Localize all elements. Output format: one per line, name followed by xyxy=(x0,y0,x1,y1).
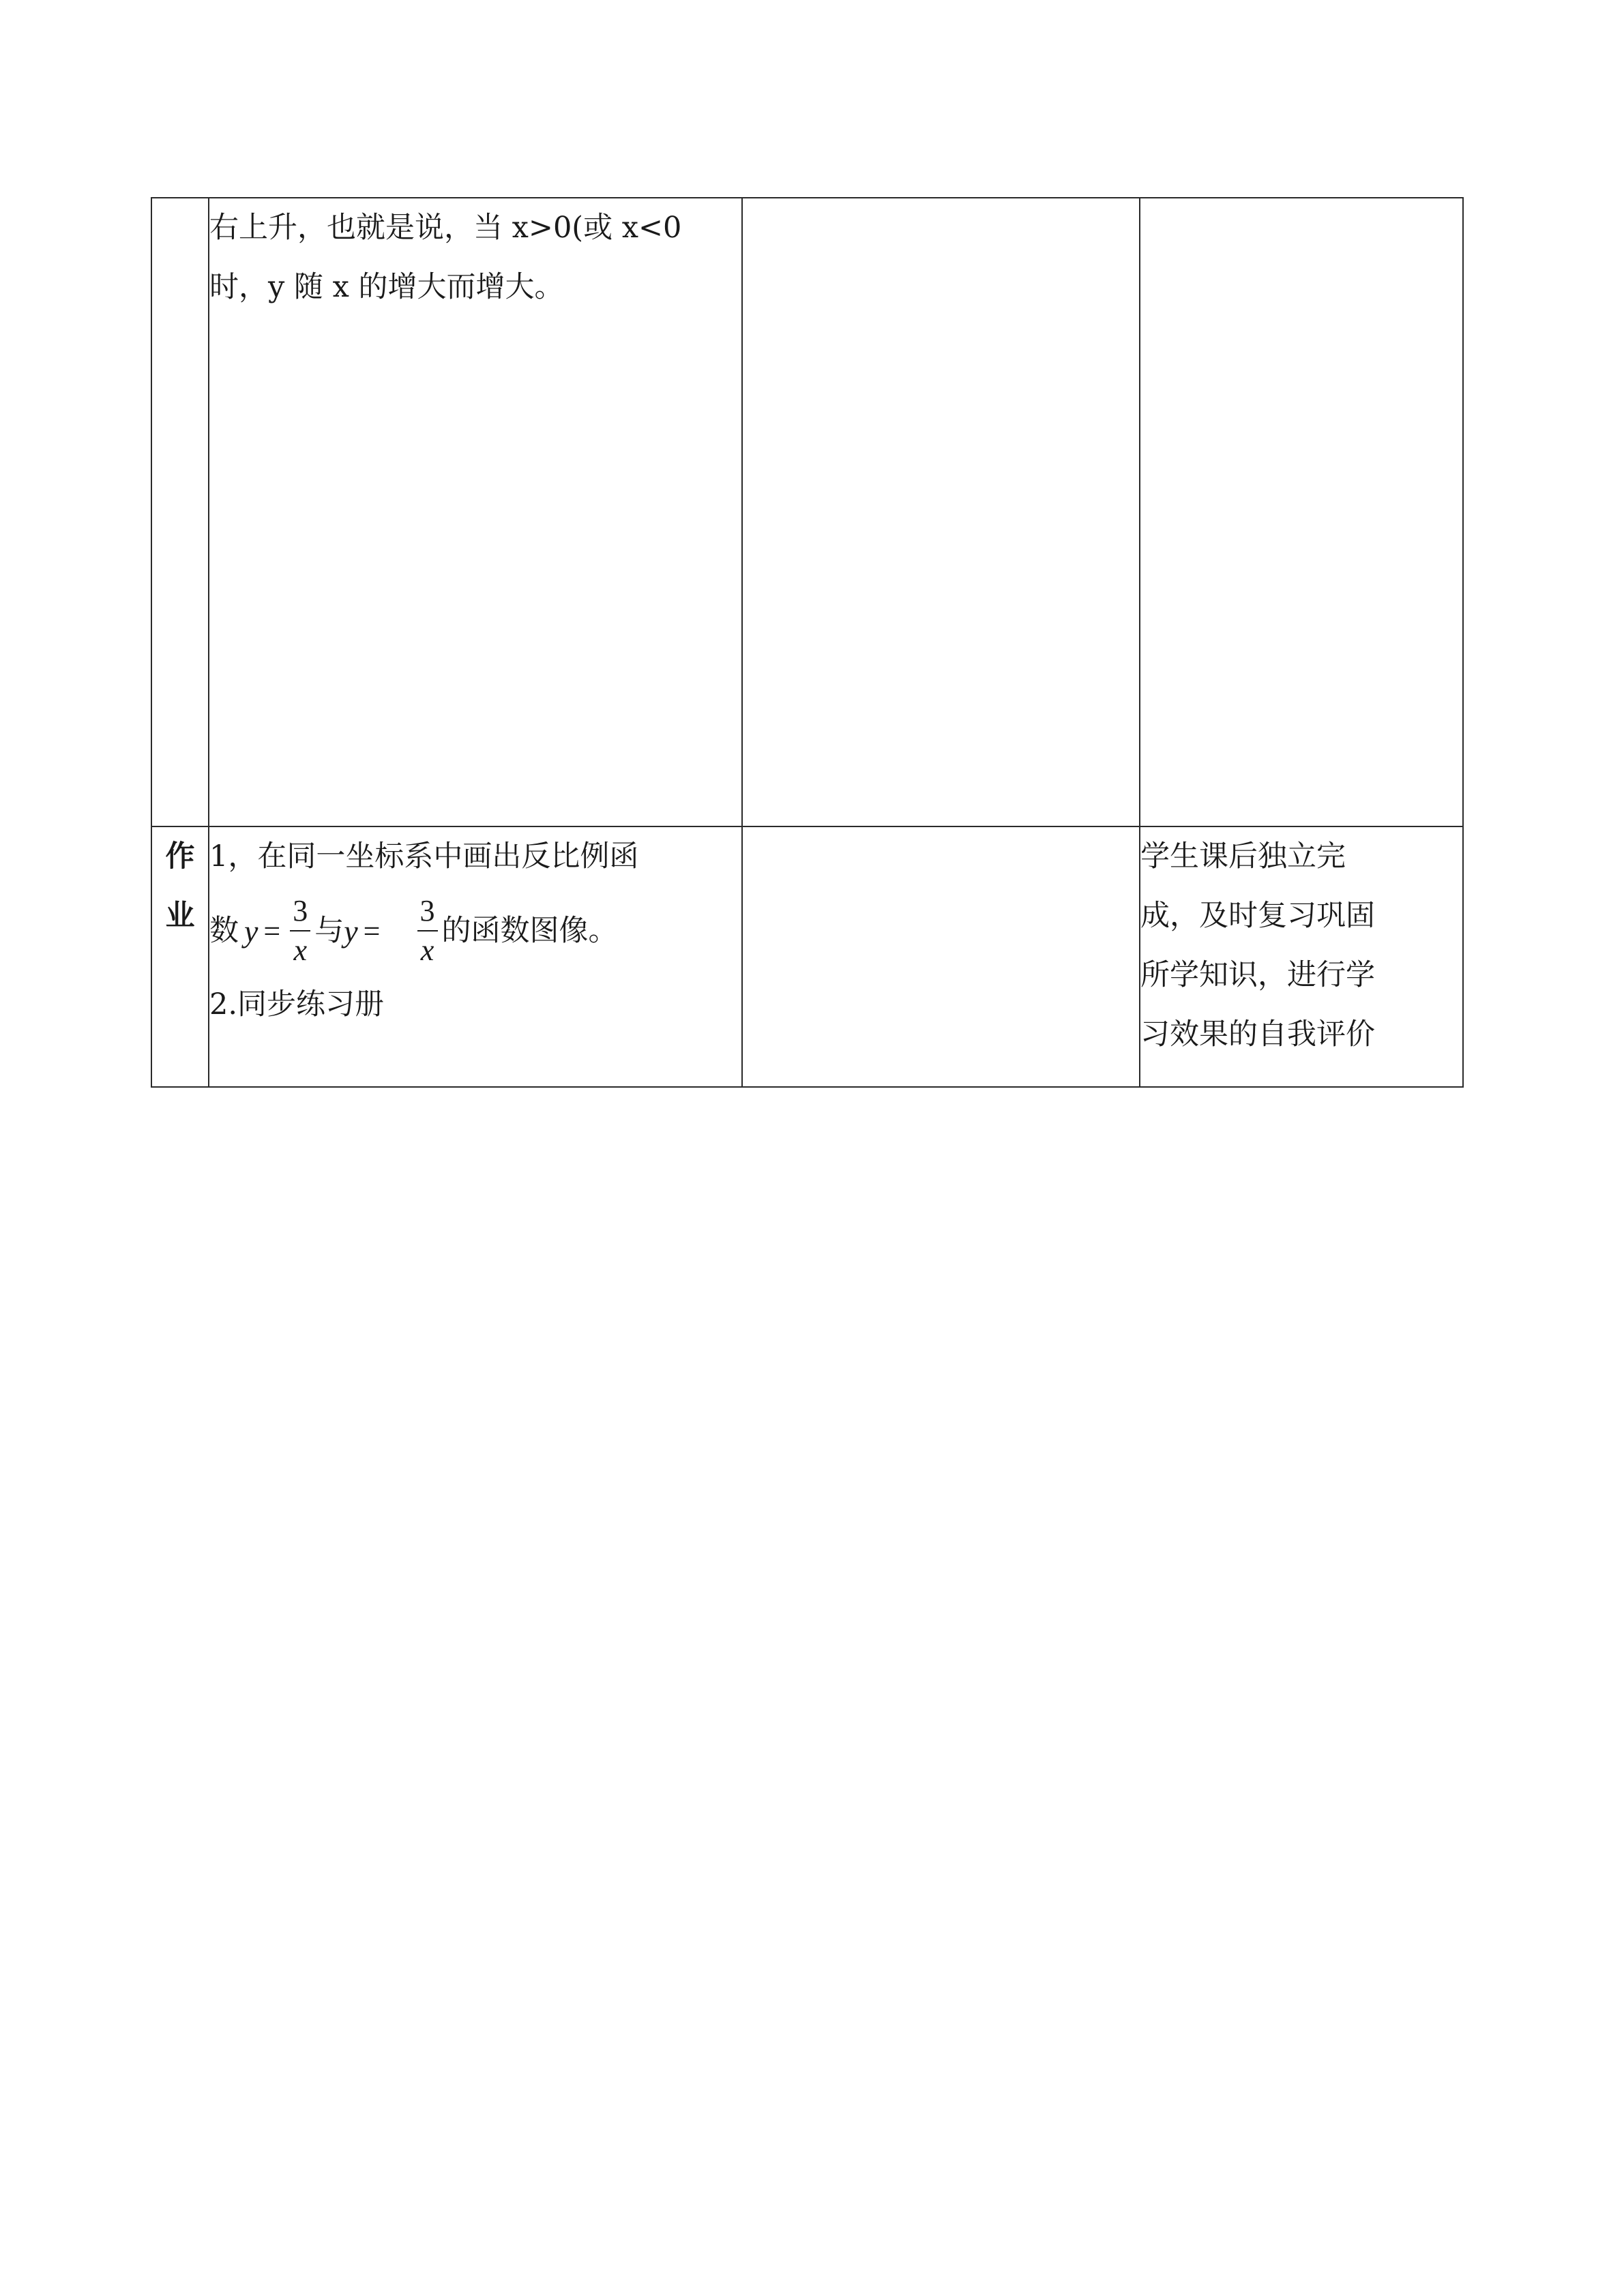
content-cell xyxy=(209,198,742,826)
formula-equals-2: = xyxy=(363,914,381,948)
homework-right-cell xyxy=(1140,826,1463,1087)
formula-prefix: 数 xyxy=(209,913,239,948)
function-formula xyxy=(209,886,741,975)
homework-label-char: 业 xyxy=(165,899,195,933)
content-line: 时，y 随 x 的增大而增大。 xyxy=(209,270,564,304)
homework-label-char: 作 xyxy=(165,839,195,874)
middle-cell xyxy=(742,198,1140,826)
evaluation-line: 所学知识，进行学 xyxy=(1140,958,1375,992)
fraction-numerator: 3 xyxy=(417,896,438,931)
table-row xyxy=(151,198,1463,826)
lesson-plan-table xyxy=(151,197,1464,1088)
formula-var-y1: y xyxy=(244,913,259,949)
evaluation-line: 学生课后独立完 xyxy=(1140,839,1346,874)
content-line: 右上升，也就是说，当 x>0(或 x<0 xyxy=(209,211,682,245)
homework-task-2: 2.同步练习册 xyxy=(209,987,385,1022)
formula-var-y2: y xyxy=(344,913,358,949)
formula-suffix: 的函数图像。 xyxy=(441,913,618,948)
row-label-cell xyxy=(151,198,209,826)
homework-middle-cell xyxy=(742,826,1140,1087)
homework-content-cell xyxy=(209,826,742,1087)
evaluation-line: 成，及时复习巩固 xyxy=(1140,899,1375,933)
homework-task-1: 1，在同一坐标系中画出反比例函 xyxy=(209,839,639,874)
right-cell xyxy=(1140,198,1463,826)
homework-label xyxy=(151,826,209,1087)
fraction-3-over-x-2 xyxy=(417,896,438,966)
formula-joiner: 与 xyxy=(314,913,344,948)
fraction-denominator: x xyxy=(293,934,308,967)
fraction-numerator: 3 xyxy=(290,896,310,931)
evaluation-line: 习效果的自我评价 xyxy=(1140,1017,1375,1052)
table-row-homework xyxy=(151,826,1463,1087)
fraction-3-over-x-1 xyxy=(290,896,310,966)
formula-equals-1: = xyxy=(263,914,281,948)
fraction-denominator: x xyxy=(420,934,434,967)
